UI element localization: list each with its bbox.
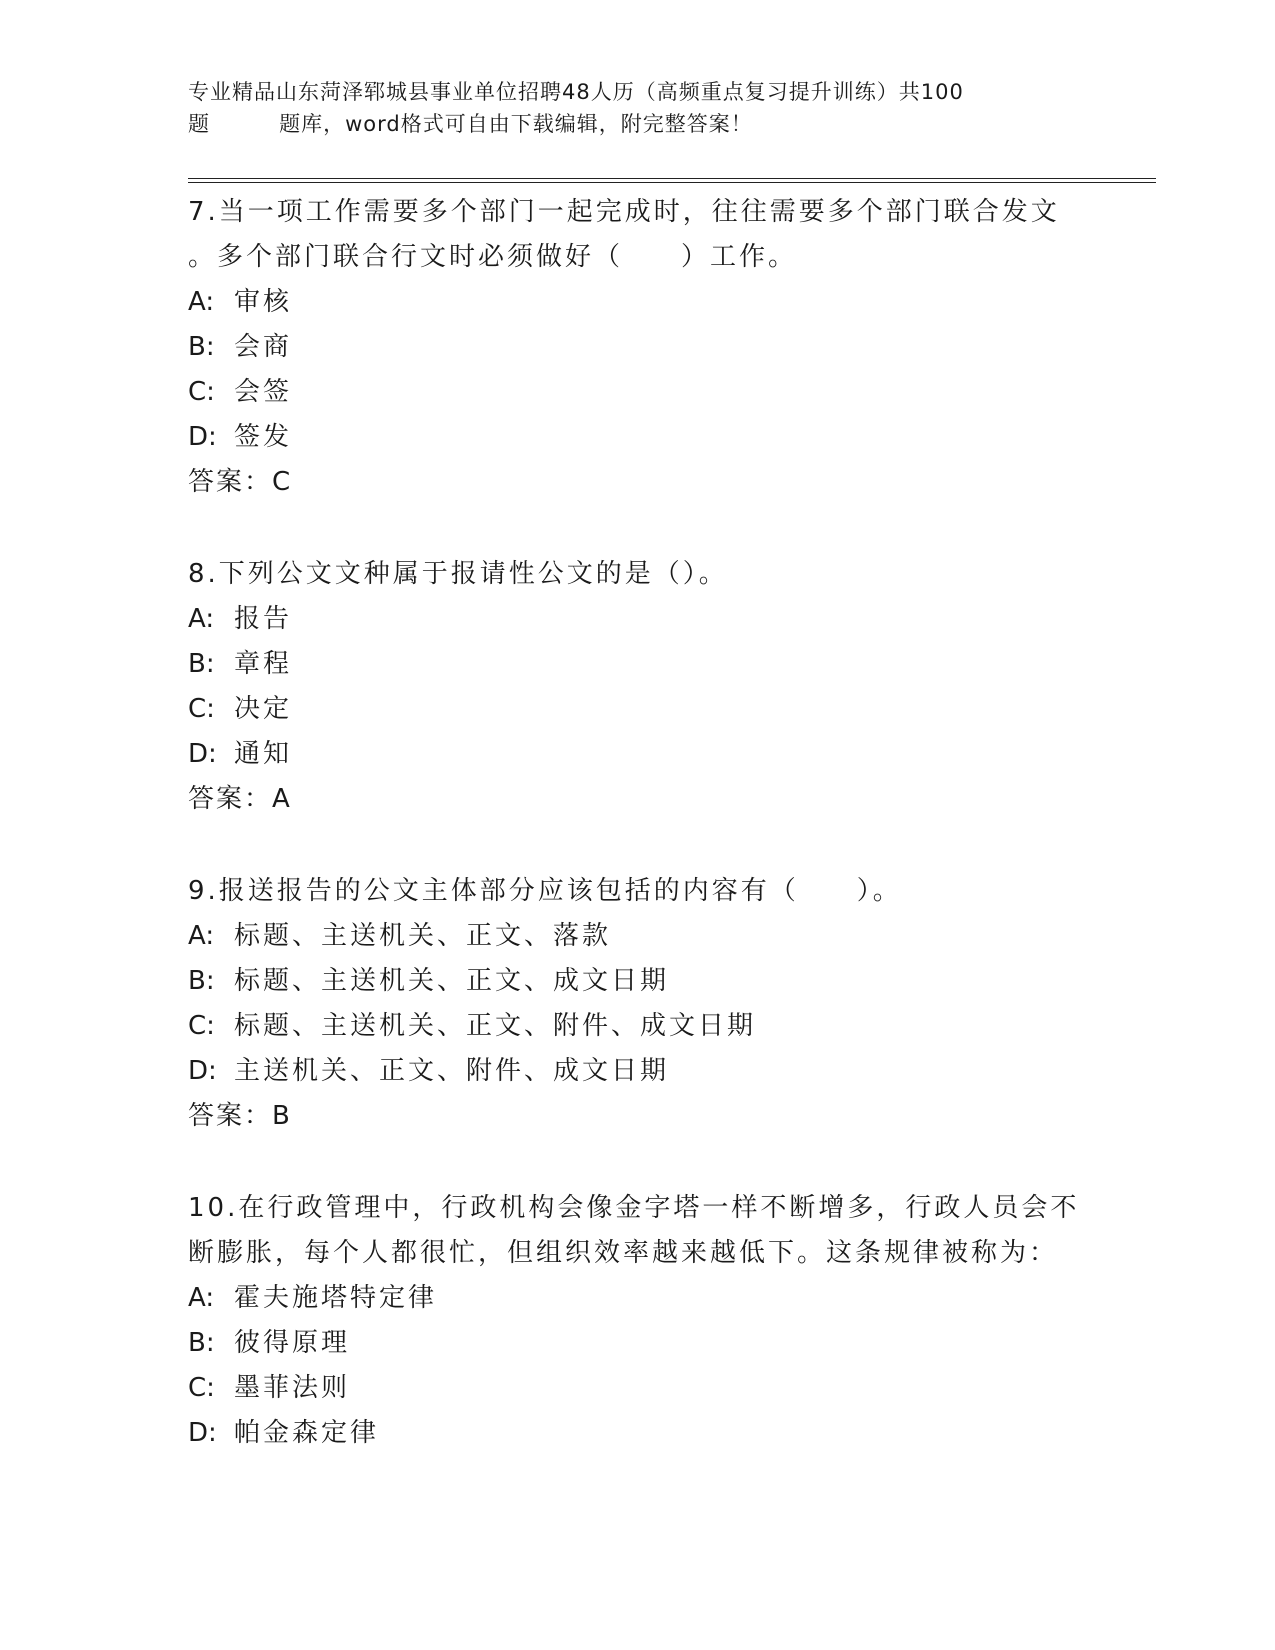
option-text: 签发 xyxy=(234,422,293,452)
question-spacer xyxy=(188,505,1108,552)
option-key: B: xyxy=(188,649,215,679)
header-divider-top xyxy=(188,178,1156,179)
option-text: 墨菲法则 xyxy=(234,1373,351,1403)
option-key: A: xyxy=(188,604,215,634)
option-a xyxy=(188,914,1108,959)
option-b xyxy=(188,325,1108,370)
question-10 xyxy=(188,1186,1108,1456)
option-text: 标题、主送机关、正文、成文日期 xyxy=(234,966,670,996)
answer-line: 答案：A xyxy=(188,784,292,814)
answer-line: 答案：B xyxy=(188,1101,292,1131)
document-header xyxy=(188,76,1068,140)
option-text: 审核 xyxy=(234,287,293,317)
option-key: D: xyxy=(188,739,217,769)
option-key: B: xyxy=(188,966,215,996)
question-stem-line: 。多个部门联合行文时必须做好（ ）工作。 xyxy=(188,242,798,272)
option-text: 章程 xyxy=(234,649,293,679)
answer-line: 答案：C xyxy=(188,467,293,497)
option-text: 通知 xyxy=(234,739,293,769)
option-key: C: xyxy=(188,377,215,407)
option-c xyxy=(188,1366,1108,1411)
option-key: B: xyxy=(188,1328,215,1358)
question-stem-line: 断膨胀，每个人都很忙，但组织效率越来越低下。这条规律被称为： xyxy=(188,1238,1059,1268)
question-stem-line: 9.报送报告的公文主体部分应该包括的内容有（ ）。 xyxy=(188,876,902,906)
option-key: D: xyxy=(188,1418,217,1448)
option-text: 霍夫施塔特定律 xyxy=(234,1283,438,1313)
option-key: C: xyxy=(188,694,215,724)
option-c xyxy=(188,1004,1108,1049)
option-key: B: xyxy=(188,332,215,362)
option-d xyxy=(188,732,1108,777)
option-text: 会商 xyxy=(234,332,293,362)
option-key: C: xyxy=(188,1373,215,1403)
option-a xyxy=(188,280,1108,325)
question-spacer xyxy=(188,822,1108,869)
option-d xyxy=(188,415,1108,460)
question-8 xyxy=(188,552,1108,822)
question-7 xyxy=(188,190,1108,505)
header-divider-bottom xyxy=(188,182,1156,183)
option-d xyxy=(188,1049,1108,1094)
option-text: 标题、主送机关、正文、落款 xyxy=(234,921,612,951)
option-c xyxy=(188,687,1108,732)
option-a xyxy=(188,597,1108,642)
header-line-2: 题 题库，word格式可自由下载编辑，附完整答案！ xyxy=(188,112,753,136)
question-list xyxy=(188,190,1108,1456)
question-spacer xyxy=(188,1139,1108,1186)
option-text: 会签 xyxy=(234,377,293,407)
question-9 xyxy=(188,869,1108,1139)
option-b xyxy=(188,642,1108,687)
option-text: 标题、主送机关、正文、附件、成文日期 xyxy=(234,1011,757,1041)
option-c xyxy=(188,370,1108,415)
option-key: A: xyxy=(188,1283,215,1313)
option-key: A: xyxy=(188,921,215,951)
option-b xyxy=(188,1321,1108,1366)
header-line-1: 专业精品山东菏泽郓城县事业单位招聘48人历（高频重点复习提升训练）共100 xyxy=(188,80,964,104)
option-d xyxy=(188,1411,1108,1456)
option-text: 主送机关、正文、附件、成文日期 xyxy=(234,1056,670,1086)
option-text: 彼得原理 xyxy=(234,1328,351,1358)
option-key: D: xyxy=(188,1056,217,1086)
option-key: C: xyxy=(188,1011,215,1041)
option-b xyxy=(188,959,1108,1004)
option-text: 报告 xyxy=(234,604,293,634)
option-a xyxy=(188,1276,1108,1321)
question-stem-line: 10.在行政管理中，行政机构会像金字塔一样不断增多，行政人员会不 xyxy=(188,1193,1080,1223)
option-text: 决定 xyxy=(234,694,293,724)
option-key: D: xyxy=(188,422,217,452)
option-text: 帕金森定律 xyxy=(234,1418,380,1448)
question-stem-line: 8.下列公文文种属于报请性公文的是（）。 xyxy=(188,559,728,589)
option-key: A: xyxy=(188,287,215,317)
question-stem-line: 7.当一项工作需要多个部门一起完成时，往往需要多个部门联合发文 xyxy=(188,197,1060,227)
